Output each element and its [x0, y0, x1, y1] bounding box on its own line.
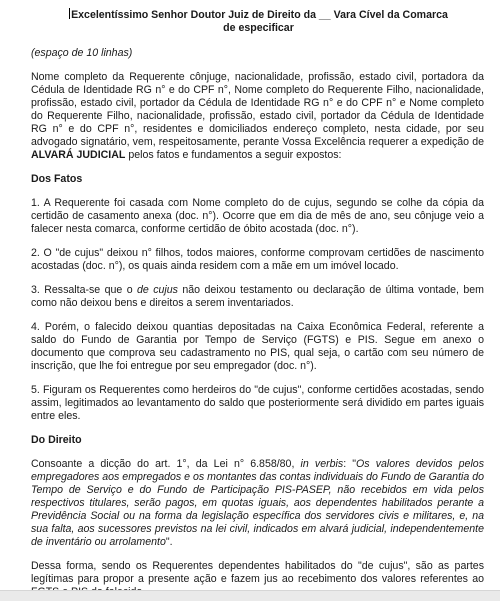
intro-bold-term: ALVARÁ JUDICIAL: [31, 149, 126, 161]
fatos-item-2: 2. O "de cujus" deixou n° filhos, todos maiores, conforme comprovam certidões de nascimento acostadas (doc. n°), os quais ainda residem com a mãe em um imóvel locado.: [31, 247, 484, 272]
text-cursor: [69, 8, 70, 19]
document-title: [31, 8, 484, 35]
fatos-item-3-part1: 3. Ressalta-se que o: [31, 284, 138, 296]
section-heading-fatos: Dos Fatos: [31, 173, 83, 185]
direito-p1-part1: Consoante a dicção do art. 1°, da Lei n° 6.858/80,: [31, 458, 301, 470]
fatos-item-5: 5. Figuram os Requerentes como herdeiros do "de cujus", conforme certidões acostadas, sendo assim, legitimados ao levantamento do saldo que posteriormente será dividido em partes iguais entre eles.: [31, 384, 484, 422]
direito-p1-italic-label: in verbis: [300, 458, 344, 470]
section-heading-direito: Do Direito: [31, 434, 82, 446]
fatos-item-3-italic: de cujus: [137, 284, 178, 296]
direito-paragraph-2: Dessa forma, sendo os Requerentes dependentes habilitados do "de cujus", são as partes legítimas para propor a presente ação e fazem jus ao recebimento dos valores referentes ao: [31, 560, 484, 585]
spacer-note: (espaço de 10 linhas): [31, 47, 133, 59]
direito-p1-quote: Os valores devidos pelos empregadores aos empregados e os montantes das contas individuais do Fundo de Garantia do Tempo de Serviço e do Fundo de Participação PIS-PASEP, não recebidos em vida pelos respectivos titulares, serão pagos, em quotas iguais, aos dependentes habilitados perante a Previdência Social ou na forma da legislação específica dos servidores civis e militares, e, na sua falta, aos sucessores previstos na lei civil, indicados em alvará judicial, independentemente de inventário ou arrolamento: [31, 458, 484, 548]
fatos-item-3-part2: não deixou testamento ou declaração de última vontade, bem como não deixou bens e direitos a serem inventariados.: [31, 284, 484, 309]
page-bottom-strip: [0, 590, 500, 601]
fatos-item-4: 4. Porém, o falecido deixou quantias depositadas na Caixa Econômica Federal, referente a saldo do Fundo de Garantia por Tempo de Serviço (FGTS) e PIS. Segue em anexo o documento que comprova seu cadastramento no PIS, qual seja, o cartão com seu número de inscrição, que lhe foi entregue por seu empregador (doc. n°).: [31, 321, 484, 372]
direito-p1-part3: ".: [165, 536, 173, 548]
title-line-2: de especificar: [223, 22, 294, 34]
fatos-item-3: [31, 284, 484, 310]
intro-paragraph: [31, 71, 484, 162]
title-line-1: Excelentíssimo Senhor Doutor Juiz de Direito da __ Vara Cível da Comarca: [71, 9, 448, 21]
intro-text-part1: Nome completo da Requerente cônjuge, nacionalidade, profissão, estado civil, portadora da Cédula de Identidade RG n° e do CPF n°, Nome completo do Requerente Filho, nacionalidade, profissão, estado civil, portador da Cédula de Identidade RG n° e do CPF n° e Nome completo do Requerente Filho, nacionalidade, profissão, estado civil, portador da Cédula de Identidade RG n° e do CPF n°, residentes e domiciliados endereço completo, nesta cidade, por seu advogado signatário, vem, respeitosamente, perante Vossa Excelência requerer a expedição de: [31, 71, 484, 148]
fatos-item-1: 1. A Requerente foi casada com Nome completo do de cujus, segundo se colhe da cópia da certidão de casamento anexa (doc. n°). Ocorre que em dia de mês de ano, seu cônjuge veio a falecer nesta comarca, conforme certidão de óbito acostada (doc. n°).: [31, 197, 484, 235]
intro-text-part2: pelos fatos e fundamentos a seguir expostos:: [125, 149, 342, 161]
direito-p1-part2: : ": [343, 458, 357, 470]
direito-paragraph-1: [31, 458, 484, 549]
